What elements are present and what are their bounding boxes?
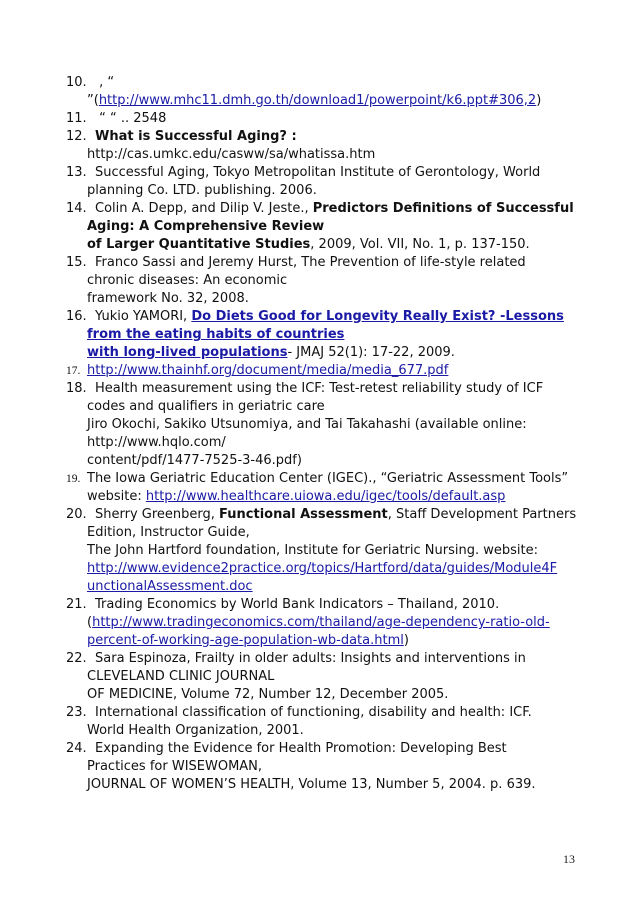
reference-14	[66, 200, 632, 254]
reference-text: The John Hartford foundation, Institute for Geriatric Nursing. website:	[87, 543, 538, 558]
reference-link[interactable]: unctionalAssessment.doc	[87, 579, 253, 594]
reference-text: http://www.hqlo.com/	[87, 435, 226, 450]
reference-text: , Staff Development Partners	[387, 507, 577, 522]
reference-number: 21.	[66, 597, 87, 612]
reference-link[interactable]: from the eating habits of countries	[87, 327, 345, 342]
reference-authors: Yukio YAMORI,	[95, 309, 192, 324]
reference-19	[66, 470, 632, 506]
reference-text: OF MEDICINE, Volume 72, Number 12, December 2005.	[87, 687, 449, 702]
reference-url: http://cas.umkc.edu/casww/sa/whatissa.htm	[87, 147, 376, 162]
reference-authors: Colin A. Depp, and Dilip V. Jeste.,	[95, 201, 313, 216]
reference-15	[66, 254, 632, 308]
reference-text: planning Co. LTD. publishing. 2006.	[87, 183, 317, 198]
reference-number: 19.	[66, 473, 81, 485]
reference-text: Practices for WISEWOMAN,	[87, 759, 263, 774]
reference-text: Successful Aging, Tokyo Metropolitan Institute of Gerontology, World	[95, 165, 541, 180]
reference-text: content/pdf/1477-7525-3-46.pdf)	[87, 453, 302, 468]
reference-number: 24.	[66, 741, 87, 756]
reference-number: 13.	[66, 165, 87, 180]
reference-text: , 2009, Vol. VII, No. 1, p. 137-150.	[310, 237, 530, 252]
reference-text: )	[403, 633, 409, 648]
reference-link[interactable]: Do Diets Good for Longevity Really Exist? -Lessons	[191, 309, 564, 324]
reference-text: Sara Espinoza, Frailty in older adults: Insights and interventions in	[95, 651, 526, 666]
reference-12	[66, 128, 632, 164]
reference-text: Health measurement using the ICF: Test-retest reliability study of ICF	[95, 381, 544, 396]
reference-title: Functional Assessment	[219, 507, 388, 522]
reference-number: 11.	[66, 111, 87, 126]
reference-title: What is Successful Aging? :	[95, 129, 297, 144]
reference-number: 16.	[66, 309, 87, 324]
reference-text: framework No. 32, 2008.	[87, 291, 249, 306]
reference-text: (	[87, 615, 93, 630]
reference-text: JOURNAL OF WOMEN’S HEALTH, Volume 13, Number 5, 2004. p. 639.	[87, 777, 536, 792]
reference-text: )	[536, 93, 542, 108]
reference-text: , “	[95, 75, 115, 90]
reference-text: “ “ .. 2548	[95, 111, 167, 126]
reference-text: ”(	[87, 93, 99, 108]
reference-link[interactable]: with long-lived populations	[87, 345, 288, 360]
reference-23	[66, 704, 632, 740]
reference-text: Jiro Okochi, Sakiko Utsunomiya, and Tai Takahashi (available online:	[87, 417, 527, 432]
reference-text: CLEVELAND CLINIC JOURNAL	[87, 669, 275, 684]
reference-number: 18.	[66, 381, 87, 396]
reference-link[interactable]: http://www.tradingeconomics.com/thailand/age-dependency-ratio-old-	[92, 615, 550, 630]
reference-title: Aging: A Comprehensive Review	[87, 219, 325, 234]
reference-text: The Iowa Geriatric Education Center (IGEC)., “Geriatric Assessment Tools”	[87, 471, 569, 486]
reference-24	[66, 740, 632, 794]
reference-text: Edition, Instructor Guide,	[87, 525, 250, 540]
reference-16	[66, 308, 632, 362]
reference-number: 12.	[66, 129, 87, 144]
reference-link[interactable]: http://www.evidence2practice.org/topics/Hartford/data/guides/Module4F	[87, 561, 558, 576]
reference-text: chronic diseases: An economic	[87, 273, 288, 288]
reference-text: codes and qualifiers in geriatric care	[87, 399, 325, 414]
reference-title: Predictors Definitions of Successful	[312, 201, 574, 216]
reference-10	[66, 74, 632, 110]
reference-text: - JMAJ 52(1): 17-22, 2009.	[287, 345, 455, 360]
reference-text: World Health Organization, 2001.	[87, 723, 304, 738]
reference-number: 23.	[66, 705, 87, 720]
reference-title: of Larger Quantitative Studies	[87, 237, 311, 252]
reference-link[interactable]: http://www.mhc11.dmh.go.th/download1/powerpoint/k6.ppt#306,2	[98, 93, 537, 108]
reference-link[interactable]: percent-of-working-age-population-wb-data.html	[87, 633, 404, 648]
reference-text: website:	[87, 489, 146, 504]
reference-number: 17.	[66, 365, 81, 377]
reference-21	[66, 596, 632, 650]
reference-number: 10.	[66, 75, 87, 90]
reference-number: 22.	[66, 651, 87, 666]
reference-link[interactable]: http://www.healthcare.uiowa.edu/igec/tools/default.asp	[145, 489, 506, 504]
page-number: 13	[563, 852, 575, 866]
reference-13	[66, 164, 632, 200]
reference-17	[66, 362, 632, 380]
reference-text: Trading Economics by World Bank Indicators – Thailand, 2010.	[95, 597, 500, 612]
reference-text: Franco Sassi and Jeremy Hurst, The Prevention of life-style related	[95, 255, 526, 270]
reference-number: 15.	[66, 255, 87, 270]
reference-number: 14.	[66, 201, 87, 216]
reference-22	[66, 650, 632, 704]
reference-18	[66, 380, 632, 470]
reference-number: 20.	[66, 507, 87, 522]
reference-text: Expanding the Evidence for Health Promotion: Developing Best	[95, 741, 507, 756]
reference-text: International classification of functioning, disability and health: ICF.	[95, 705, 532, 720]
reference-11	[66, 110, 632, 128]
reference-20	[66, 506, 632, 596]
reference-link[interactable]: http://www.thainhf.org/document/media/media_677.pdf	[87, 363, 449, 378]
reference-list	[66, 74, 632, 794]
reference-authors: Sherry Greenberg,	[95, 507, 220, 522]
